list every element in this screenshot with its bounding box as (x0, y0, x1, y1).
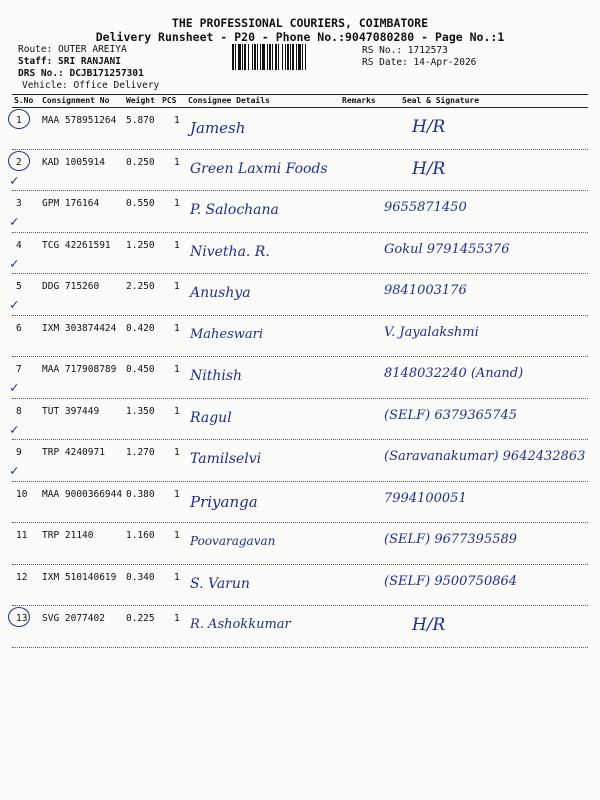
consignment-cell: IXM 510140619 (42, 571, 117, 583)
pcs-cell: 1 (174, 156, 180, 168)
sno-cell: 9 (16, 447, 22, 458)
pcs-cell: 1 (174, 115, 180, 126)
pcs-cell: 1 (174, 198, 180, 209)
pcs-cell: 1 (174, 571, 180, 583)
signature-text: H/R (412, 117, 446, 137)
consignee-name: Jamesh (190, 119, 246, 137)
sno-cell: 13 (16, 613, 28, 624)
signature-text: 9841003176 (384, 283, 467, 298)
consignment-cell: KAD 1005914 (42, 156, 105, 168)
weight-cell: 0.225 (126, 613, 155, 624)
consignee-name: Green Laxmi Foods (190, 160, 328, 177)
consignee-name: Ragul (190, 409, 232, 426)
consignment-cell: TRP 21140 (42, 530, 94, 541)
weight-cell: 1.350 (126, 405, 155, 417)
sno-cell: 7 (16, 364, 22, 375)
signature-text: Gokul 9791455376 (384, 241, 510, 257)
sno-cell: 11 (16, 530, 28, 541)
staff-info: Staff: SRI RANJANI (18, 56, 121, 67)
consignment-cell: TCG 42261591 (42, 239, 111, 251)
table-row (12, 273, 588, 316)
pcs-cell: 1 (174, 322, 180, 334)
sno-cell: 8 (16, 405, 22, 417)
consignee-name: Anushya (190, 285, 251, 301)
consignment-cell: IXM 303874424 (42, 322, 117, 334)
rs-number: RS No.: 1712573 (362, 45, 448, 56)
pcs-cell: 1 (174, 447, 180, 458)
circle-mark-icon (8, 109, 30, 129)
rs-date: RS Date: 14-Apr-2026 (362, 57, 477, 68)
signature-text: 7994100051 (384, 490, 467, 506)
sno-cell: 5 (16, 281, 22, 292)
sno-cell: 3 (16, 198, 22, 209)
weight-cell: 0.550 (126, 198, 155, 209)
company-title: THE PROFESSIONAL COURIERS, COIMBATORE (171, 16, 429, 30)
table-row (12, 232, 588, 275)
check-mark-icon: ✓ (10, 172, 19, 189)
drs-info: DRS No.: DCJB171257301 (18, 68, 144, 79)
check-mark-icon: ✓ (10, 297, 19, 313)
pcs-cell: 1 (174, 405, 180, 417)
table-row (12, 190, 588, 233)
sno-cell: 10 (16, 488, 28, 500)
table-row (12, 605, 588, 648)
table-row (12, 107, 588, 150)
col-seal: Seal & Signature (402, 96, 480, 105)
weight-cell: 0.420 (126, 322, 155, 334)
consignee-name: Maheswari (190, 326, 264, 342)
pcs-cell: 1 (174, 530, 180, 541)
consignee-name: Poovaragavan (190, 534, 276, 548)
table-row (12, 439, 588, 482)
weight-cell: 1.250 (126, 239, 155, 251)
signature-text: H/R (412, 615, 446, 635)
consignment-cell: DDG 715260 (42, 281, 100, 292)
consignment-cell: TRP 4240971 (42, 447, 105, 458)
col-sno: S.No (14, 96, 34, 105)
check-mark-icon: ✓ (10, 214, 19, 230)
col-pcs: PCS (162, 96, 177, 105)
weight-cell: 0.250 (126, 156, 155, 168)
check-mark-icon: ✓ (10, 255, 19, 272)
sno-cell: 1 (16, 115, 22, 126)
signature-text: (SELF) 9677395589 (384, 532, 518, 547)
table-row (12, 564, 588, 607)
pcs-cell: 1 (174, 239, 180, 251)
signature-text: (SELF) 9500750864 (384, 573, 518, 589)
consignment-cell: MAA 9000366944 (42, 488, 123, 500)
table-row (12, 315, 588, 358)
consignee-name: S. Varun (190, 575, 250, 592)
weight-cell: 0.380 (126, 488, 155, 500)
weight-cell: 1.160 (126, 530, 155, 541)
pcs-cell: 1 (174, 281, 180, 292)
weight-cell: 2.250 (126, 281, 155, 292)
circle-mark-icon (8, 607, 30, 627)
signature-text: V. Jayalakshmi (384, 324, 479, 340)
weight-cell: 0.450 (126, 364, 155, 375)
pcs-cell: 1 (174, 488, 180, 500)
vehicle-info: Vehicle: Office Delivery (22, 80, 160, 91)
col-consignment: Consignment No (42, 96, 110, 105)
consignee-name: Priyanga (190, 492, 258, 511)
circle-mark-icon (8, 151, 30, 171)
sno-cell: 4 (16, 239, 22, 251)
table-row (12, 398, 588, 441)
check-mark-icon: ✓ (10, 380, 19, 396)
consignee-name: R. Ashokkumar (190, 617, 291, 632)
check-mark-icon: ✓ (10, 421, 19, 438)
consignee-name: Nithish (190, 368, 243, 384)
col-remarks: Remarks (342, 96, 376, 105)
consignment-cell: GPM 176164 (42, 198, 100, 209)
pcs-cell: 1 (174, 364, 180, 375)
consignee-name: P. Salochana (190, 202, 279, 218)
consignee-name: Nivetha. R. (190, 243, 270, 260)
consignee-name: Tamilselvi (190, 451, 262, 467)
weight-cell: 1.270 (126, 447, 155, 458)
table-row (12, 149, 588, 192)
table-row (12, 481, 588, 524)
sno-cell: 12 (16, 571, 28, 583)
col-weight: Weight (126, 96, 155, 105)
signature-text: 9655871450 (384, 200, 467, 215)
signature-text: (Saravanakumar) 9642432863 (384, 449, 586, 464)
signature-text: H/R (412, 158, 446, 179)
pcs-cell: 1 (174, 613, 180, 624)
table-header (12, 94, 588, 108)
sno-cell: 6 (16, 322, 22, 334)
consignment-cell: TUT 397449 (42, 405, 100, 417)
weight-cell: 0.340 (126, 571, 155, 583)
route-info: Route: OUTER AREIYA (18, 44, 127, 55)
table-row (12, 356, 588, 399)
signature-text: 8148032240 (Anand) (384, 366, 524, 381)
signature-text: (SELF) 6379365745 (384, 407, 518, 423)
weight-cell: 5.870 (126, 115, 155, 126)
sno-cell: 2 (16, 156, 22, 168)
table-row (12, 522, 588, 565)
check-mark-icon: ✓ (10, 463, 19, 479)
consignment-cell: MAA 578951264 (42, 115, 117, 126)
consignment-cell: MAA 717908789 (42, 364, 117, 375)
barcode (232, 44, 356, 70)
col-consignee: Consignee Details (188, 96, 270, 105)
consignment-cell: SVG 2077402 (42, 613, 105, 624)
runsheet-title: Delivery Runsheet - P20 - Phone No.:9047080280 - Page No.:1 (95, 30, 505, 44)
